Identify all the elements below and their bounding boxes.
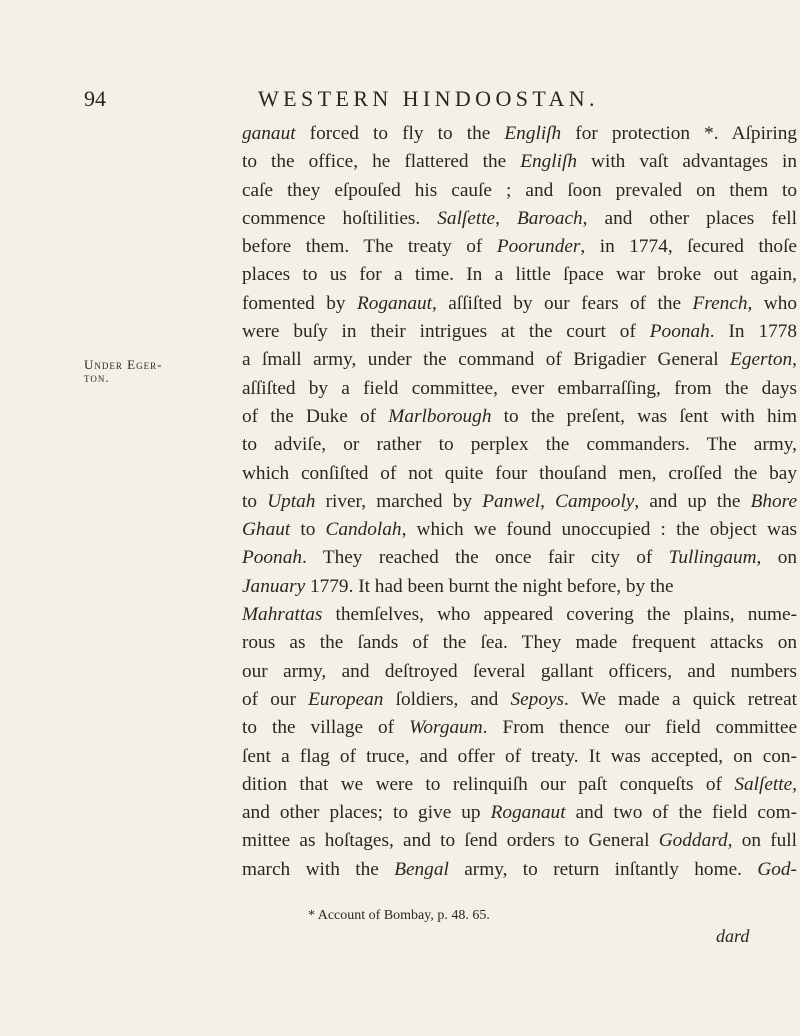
- text-run: themſelves, who appeared covering the plains, nume-: [322, 604, 797, 626]
- italic-text: Campooly: [555, 490, 635, 512]
- text-line: [242, 177, 797, 205]
- text-line: [242, 714, 797, 742]
- italic-text: Poorunder: [496, 236, 581, 258]
- italic-text: Mahrattas: [242, 604, 323, 626]
- text-run: to: [290, 519, 326, 541]
- italic-text: Candolah: [325, 519, 402, 541]
- italic-text: Goddard: [658, 830, 728, 852]
- text-line: [242, 799, 797, 827]
- text-run: 1779. It had been burnt the night before, by the: [305, 575, 674, 597]
- text-run: ,: [792, 773, 797, 795]
- italic-text: January: [242, 575, 306, 597]
- text-run: of the Duke of: [242, 405, 389, 427]
- italic-text: French: [692, 292, 748, 314]
- text-line: [242, 120, 797, 148]
- text-run: fomented by: [242, 292, 357, 314]
- italic-text: European: [308, 688, 384, 710]
- text-run: ,: [540, 490, 556, 512]
- text-run: . We made a quick retreat: [564, 688, 797, 710]
- italic-text: God-: [757, 858, 797, 880]
- text-run: ſoldiers, and: [383, 688, 511, 710]
- text-run: , aſſiſted by our fears of the: [431, 292, 693, 314]
- italic-text: Roganaut: [357, 292, 432, 314]
- italic-text: Salſette: [437, 207, 496, 229]
- text-run: . From thence our field committee: [482, 717, 797, 739]
- text-run: forced to fly to the: [295, 123, 505, 144]
- text-run: . In 1778: [709, 321, 798, 343]
- text-line: [242, 771, 797, 799]
- italic-text: Poonah: [242, 547, 302, 569]
- text-run: march with the: [242, 858, 395, 880]
- text-run: dition that we were to relinquiſh our paſt conqueſts of: [242, 773, 735, 795]
- text-run: . They reached the once fair city of: [301, 547, 669, 569]
- text-run: , on: [756, 547, 797, 569]
- text-run: caſe they eſpouſed his cauſe ; and ſoon prevaled on them to: [242, 179, 797, 201]
- text-run: were buſy in their intrigues at the court of: [242, 321, 650, 343]
- italic-text: Baroach: [516, 207, 583, 229]
- italic-text: Engliſh: [520, 151, 577, 173]
- text-run: ,: [792, 349, 797, 371]
- text-run: aſſiſted by a field committee, ever embarraſſing, from the days: [242, 377, 797, 399]
- text-run: to: [242, 490, 268, 512]
- text-line: [242, 290, 797, 318]
- italic-text: Uptah: [267, 490, 316, 512]
- text-line: [242, 686, 797, 714]
- running-head: WESTERN HINDOOSTAN.: [258, 86, 599, 111]
- text-run: to the preſent, was ſent with him: [491, 405, 797, 427]
- text-run: places to us for a time. In a little ſpace war broke out again,: [242, 264, 797, 286]
- italic-text: Salſette: [734, 773, 793, 795]
- italic-text: ganaut: [242, 123, 296, 144]
- text-run: , who: [747, 292, 797, 314]
- margin-note-line: Under Eger-: [84, 357, 163, 372]
- text-line: [242, 346, 797, 374]
- text-run: , on full: [727, 830, 797, 852]
- text-line: [242, 261, 797, 289]
- text-run: and other places; to give up: [242, 802, 491, 824]
- margin-note: [84, 358, 204, 384]
- text-line: [242, 573, 797, 601]
- text-line: [242, 743, 797, 771]
- text-run: with vaſt advantages in: [577, 151, 798, 173]
- catchword: dard: [716, 926, 750, 946]
- italic-text: Worgaum: [409, 717, 483, 739]
- text-run: a ſmall army, under the command of Brigadier General: [242, 349, 731, 371]
- text-run: which conſiſted of not quite four thouſand men, croſſed the bay: [242, 462, 797, 484]
- text-line: [242, 601, 797, 629]
- text-run: our army, and deſtroyed ſeveral gallant officers, and numbers: [242, 660, 797, 682]
- text-run: ,: [495, 207, 517, 229]
- text-line: [242, 375, 797, 403]
- text-line: [242, 488, 797, 516]
- italic-text: Sepoys: [510, 688, 565, 710]
- text-line: [242, 544, 797, 572]
- italic-text: Panwel: [482, 490, 541, 512]
- page-number: 94: [84, 86, 106, 111]
- text-line: [242, 827, 797, 855]
- text-line: [242, 431, 797, 459]
- italic-text: Engliſh: [504, 123, 562, 144]
- text-line: [242, 403, 797, 431]
- italic-text: Marlborough: [388, 405, 492, 427]
- text-run: and two of the field com-: [565, 802, 797, 824]
- text-run: , and other places fell: [582, 207, 798, 229]
- text-line: [242, 205, 797, 233]
- text-run: for protection *. Aſpiring: [561, 123, 797, 144]
- text-run: commence hoſtilities.: [242, 207, 438, 229]
- text-run: to the office, he flattered the: [242, 151, 521, 173]
- text-run: river, marched by: [315, 490, 483, 512]
- text-run: of our: [242, 688, 309, 710]
- italic-text: Poonah: [649, 321, 710, 343]
- text-run: , in 1774, ſecured thoſe: [580, 236, 797, 258]
- text-run: rous as the ſands of the ſea. They made frequent attacks on: [242, 632, 797, 654]
- italic-text: Bhore: [750, 490, 797, 512]
- body-text: [242, 120, 797, 884]
- text-line: [242, 629, 797, 657]
- margin-note-line: ton.: [84, 370, 110, 385]
- text-line: [242, 318, 797, 346]
- text-line: [242, 658, 797, 686]
- text-line: [242, 856, 797, 884]
- text-run: before them. The treaty of: [242, 236, 497, 258]
- italic-text: Ghaut: [242, 519, 291, 541]
- text-line: [242, 148, 797, 176]
- text-run: army, to return inſtantly home.: [448, 858, 758, 880]
- text-run: , and up the: [634, 490, 751, 512]
- text-line: [242, 233, 797, 261]
- italic-text: Roganaut: [490, 802, 566, 824]
- italic-text: Tullingaum: [668, 547, 757, 569]
- text-run: to the village of: [242, 717, 410, 739]
- text-run: , which we found unoccupied : the object was: [401, 519, 798, 541]
- text-run: ſent a flag of truce, and offer of treaty. It was accepted, on con-: [242, 745, 797, 767]
- italic-text: Bengal: [394, 858, 449, 880]
- footnote: * Account of Bombay, p. 48. 65.: [308, 908, 490, 923]
- text-line: [242, 516, 797, 544]
- text-run: mittee as hoſtages, and to ſend orders to General: [242, 830, 659, 852]
- text-run: to adviſe, or rather to perplex the commanders. The army,: [242, 434, 797, 456]
- italic-text: Egerton: [730, 349, 793, 371]
- text-line: [242, 460, 797, 488]
